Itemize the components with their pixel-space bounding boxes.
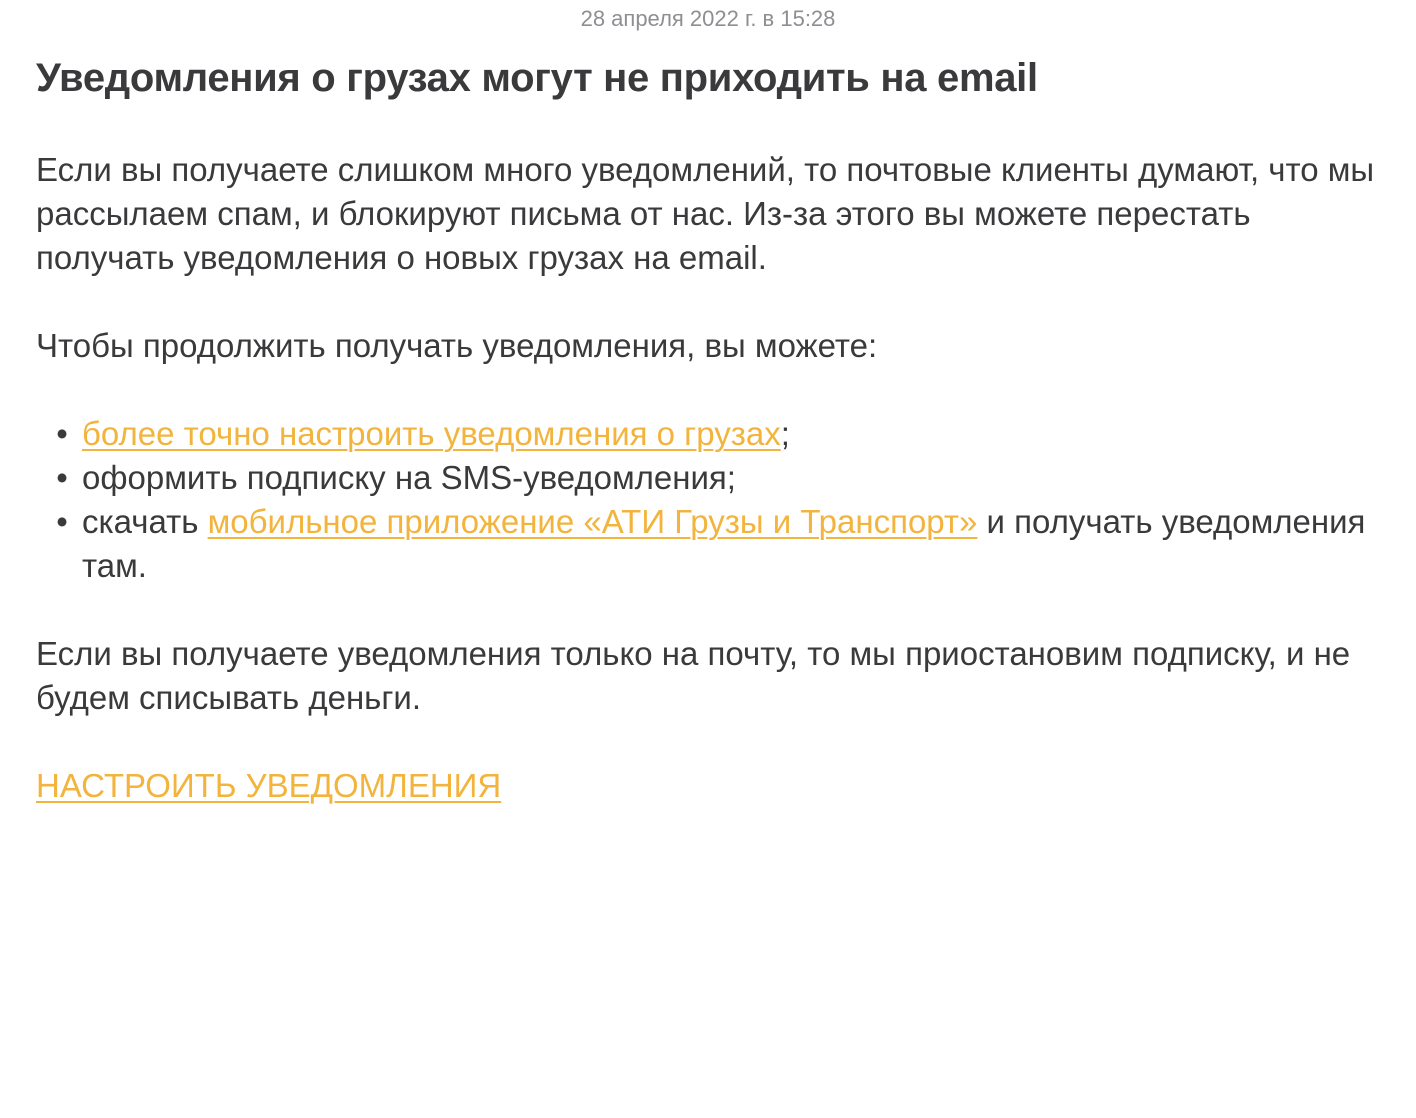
- configure-cargo-notifications-link[interactable]: более точно настроить уведомления о грузах: [82, 415, 781, 452]
- mobile-app-link[interactable]: мобильное приложение «АТИ Грузы и Транспорт»: [207, 503, 978, 540]
- list-item-prefix: скачать: [82, 503, 208, 540]
- list-item-suffix: ;: [780, 415, 790, 452]
- message-timestamp: 28 апреля 2022 г. в 15:28: [580, 6, 836, 31]
- email-subject: Уведомления о грузах могут не приходить на email: [36, 56, 1038, 100]
- email-body: [36, 54, 1376, 808]
- list-item-text: оформить подписку на SMS-уведомления;: [82, 459, 736, 496]
- bullet-icon: •: [56, 459, 68, 496]
- options-list: [36, 412, 1376, 588]
- options-intro: Чтобы продолжить получать уведомления, вы можете:: [36, 327, 878, 364]
- subscription-paragraph: Если вы получаете уведомления только на почту, то мы приостановим подписку, и не будем списывать деньги.: [36, 635, 1351, 716]
- list-item: [56, 456, 1376, 500]
- list-item-suffix: и получать уведомления там.: [82, 503, 1366, 584]
- intro-paragraph: Если вы получаете слишком много уведомлений, то почтовые клиенты думают, что мы рассылаем спам, и блокируют письма от нас. Из-за этого вы можете перестать получать уведомления о новых грузах на email.: [36, 151, 1375, 276]
- list-item: [56, 412, 1376, 456]
- bullet-icon: •: [56, 503, 68, 540]
- list-item: [56, 500, 1376, 588]
- configure-notifications-button[interactable]: НАСТРОИТЬ УВЕДОМЛЕНИЯ: [36, 767, 502, 804]
- bullet-icon: •: [56, 415, 68, 452]
